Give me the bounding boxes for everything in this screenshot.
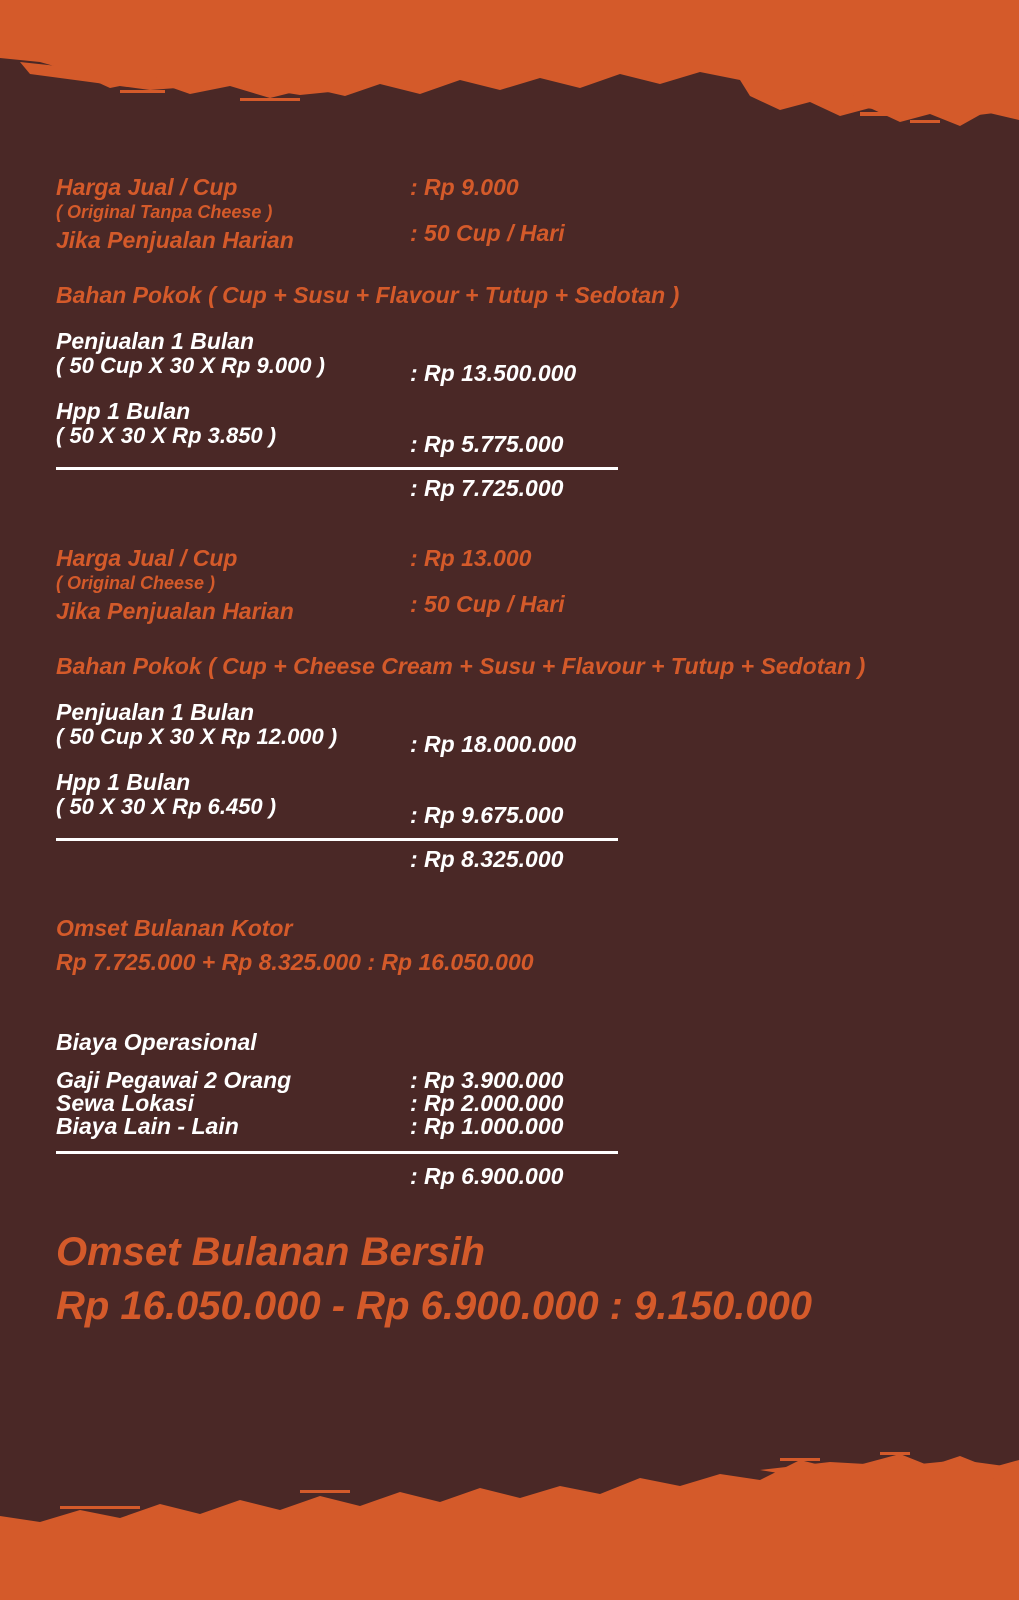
operational-item-label: Gaji Pegawai 2 Orang <box>56 1067 292 1093</box>
sales-label-1: Penjualan 1 Bulan <box>56 328 255 354</box>
sales-value-2: : Rp 18.000.000 <box>410 731 577 757</box>
bottom-brush-band <box>0 1440 1019 1600</box>
daily-value-2: : 50 Cup / Hari <box>410 591 565 617</box>
total-value-2: : Rp 8.325.000 <box>410 846 564 872</box>
materials-2: Bahan Pokok ( Cup + Cheese Cream + Susu + Flavour + Tutup + Sedotan ) <box>56 653 866 679</box>
price-label-1: Harga Jual / Cup <box>56 174 238 200</box>
hpp-formula-2: ( 50 X 30 X Rp 6.450 ) <box>56 794 277 819</box>
divider-1 <box>56 467 618 470</box>
operational-item-value: : Rp 2.000.000 <box>410 1090 564 1116</box>
price-sub-1: ( Original Tanpa Cheese ) <box>56 202 273 222</box>
sales-label-2: Penjualan 1 Bulan <box>56 699 255 725</box>
gross-formula: Rp 7.725.000 + Rp 8.325.000 : Rp 16.050.000 <box>56 949 534 975</box>
net-title: Omset Bulanan Bersih <box>56 1230 486 1274</box>
materials-1: Bahan Pokok ( Cup + Susu + Flavour + Tutup + Sedotan ) <box>56 282 680 308</box>
divider-3 <box>56 1151 618 1154</box>
operational-item-value: : Rp 3.900.000 <box>410 1067 564 1093</box>
total-value-1: : Rp 7.725.000 <box>410 475 564 501</box>
operational-total-value: : Rp 6.900.000 <box>410 1163 564 1189</box>
daily-label-2: Jika Penjualan Harian <box>56 598 294 624</box>
gross-title: Omset Bulanan Kotor <box>56 915 293 941</box>
operational-item-value: : Rp 1.000.000 <box>410 1113 564 1139</box>
hpp-label-1: Hpp 1 Bulan <box>56 398 191 424</box>
net-formula: Rp 16.050.000 - Rp 6.900.000 : 9.150.000 <box>56 1284 813 1328</box>
operational-item-label: Sewa Lokasi <box>56 1090 195 1116</box>
operational-item-label: Biaya Lain - Lain <box>56 1113 239 1139</box>
price-value-2: : Rp 13.000 <box>410 545 532 571</box>
price-sub-2: ( Original Cheese ) <box>56 573 216 593</box>
hpp-label-2: Hpp 1 Bulan <box>56 769 191 795</box>
price-label-2: Harga Jual / Cup <box>56 545 238 571</box>
sales-formula-2: ( 50 Cup X 30 X Rp 12.000 ) <box>56 724 338 749</box>
operational-title: Biaya Operasional <box>56 1029 257 1055</box>
top-brush-band <box>0 0 1019 140</box>
daily-label-1: Jika Penjualan Harian <box>56 227 294 253</box>
hpp-value-1: : Rp 5.775.000 <box>410 431 564 457</box>
divider-2 <box>56 838 618 841</box>
sales-formula-1: ( 50 Cup X 30 X Rp 9.000 ) <box>56 353 325 378</box>
daily-value-1: : 50 Cup / Hari <box>410 220 565 246</box>
sales-value-1: : Rp 13.500.000 <box>410 360 577 386</box>
hpp-value-2: : Rp 9.675.000 <box>410 802 564 828</box>
price-value-1: : Rp 9.000 <box>410 174 519 200</box>
hpp-formula-1: ( 50 X 30 X Rp 3.850 ) <box>56 423 277 448</box>
